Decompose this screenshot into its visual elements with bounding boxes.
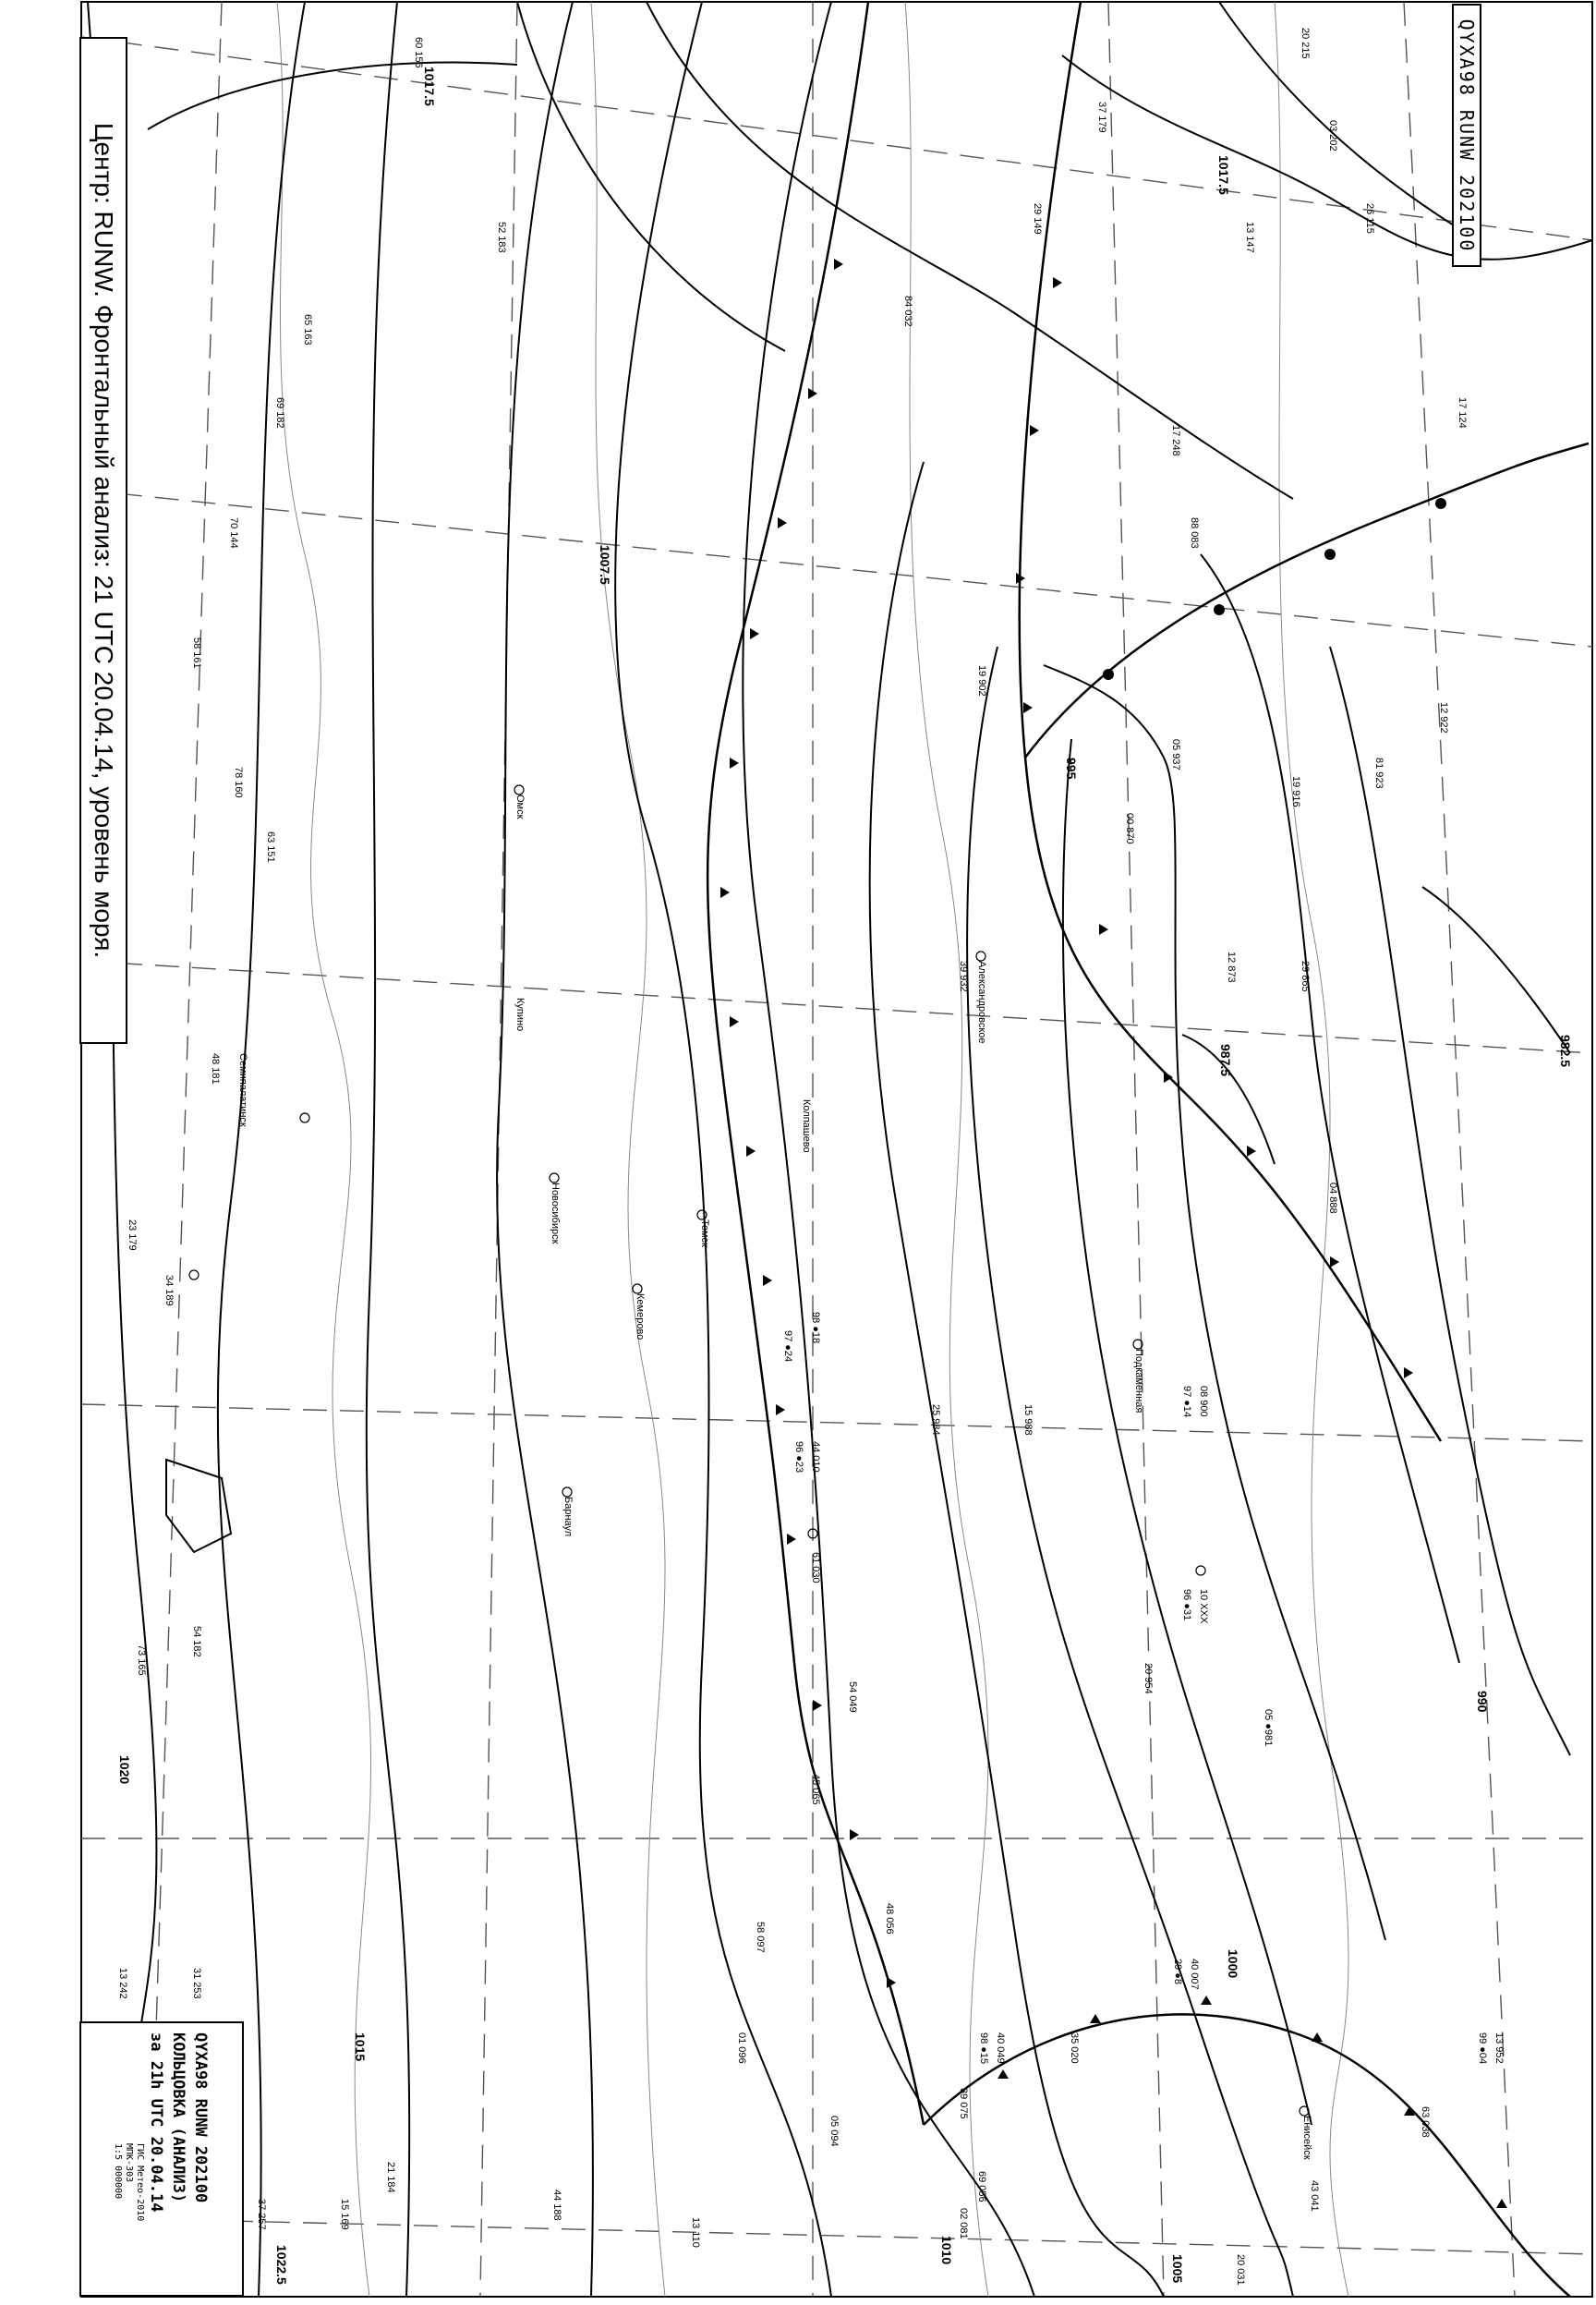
station-obs: 15 988: [1022, 1404, 1034, 1436]
isobar-north-1: [647, 2, 1293, 499]
isobar-label: 1005: [1170, 2254, 1185, 2284]
station-name: Колпашево: [801, 1099, 812, 1153]
station-obs: 84 032: [902, 296, 913, 327]
isobar-label: 995: [1064, 758, 1079, 780]
isobar-label: 1010: [939, 2236, 954, 2265]
station-obs: 37 179: [1096, 102, 1107, 133]
station-obs: 13 110: [690, 2217, 701, 2248]
station-obs: 63 038: [1420, 2106, 1431, 2138]
station-obs: 48 181: [210, 1053, 221, 1085]
isobar-label: 1007.5: [598, 545, 612, 585]
cold-front-south: [924, 2014, 1570, 2297]
station-obs: 61 030: [810, 1552, 821, 1583]
station-obs: 01 096: [736, 2032, 747, 2064]
isobar-label: 990: [1475, 1691, 1490, 1713]
isobar-north-2: [517, 2, 785, 351]
station-obs: 39 932: [958, 961, 969, 992]
station-obs: 20 215: [1300, 28, 1311, 59]
station-obs: 54 049: [847, 1681, 858, 1713]
station-obs: 52 183: [496, 222, 507, 253]
station-obs: 13 242: [117, 1968, 128, 1999]
station-name: Подкаменная: [1133, 1349, 1144, 1413]
isobars: [88, 2, 1592, 2297]
station-obs: 35 020: [1069, 2032, 1080, 2064]
station-obs: 19 902: [976, 665, 987, 697]
station-obs: 40 007: [1189, 1959, 1200, 1990]
station-obs: 69 056: [976, 2171, 987, 2202]
station-name: Барнаул: [562, 1497, 574, 1537]
station-obs: 99 ●04: [1477, 2032, 1488, 2065]
isobar-label: 1017.5: [1216, 155, 1231, 195]
legend-time: за 21h UTC 20.04.14: [147, 2032, 165, 2213]
station-obs: 58 097: [755, 1922, 766, 1953]
station-obs: 60 156: [413, 37, 424, 68]
fronts: [707, 2, 1589, 2297]
station-obs: 12 873: [1226, 952, 1237, 983]
isobar-label: 1000: [1226, 1949, 1240, 1979]
station-obs: 44 188: [551, 2190, 562, 2221]
station-name: Томск: [699, 1219, 710, 1247]
legend-box: [79, 2021, 244, 2297]
warm-front: [1025, 443, 1589, 758]
station-obs: 96 ●31: [1181, 1589, 1192, 1621]
station-name: Александровское: [976, 961, 987, 1044]
station-obs: 17 124: [1457, 397, 1468, 429]
station-dots: [189, 785, 1309, 2116]
legend-device: МПК-303: [124, 2143, 134, 2183]
station-name: Семипалатинск: [237, 1053, 248, 1127]
station-obs: 25 984: [930, 1404, 941, 1436]
station-obs: 34 189: [163, 1275, 175, 1306]
isobar-labels: [117, 67, 1573, 2285]
station-obs: 98 ●18: [810, 1312, 821, 1344]
station-obs: 70 144: [228, 517, 239, 549]
isobar-982-5: [1422, 887, 1570, 1053]
graticule: [81, 2, 1592, 2297]
station-name: Енисейск: [1301, 2116, 1312, 2160]
isobar-ne: [1219, 2, 1478, 240]
station-observations: [117, 28, 1505, 2286]
station-obs: 04 888: [1327, 1183, 1338, 1214]
legend-product: КОЛЬЦОВКА (АНАЛИЗ): [169, 2032, 187, 2203]
station-obs: 03 202: [1327, 120, 1338, 152]
isobar-label: 987.5: [1218, 1044, 1233, 1077]
station-name: Кемерово: [635, 1293, 646, 1341]
isobar-1015: [218, 2, 305, 2297]
map-border: [81, 2, 1592, 2297]
station-obs: 88 083: [1189, 517, 1200, 549]
isobar-label: 1020: [117, 1755, 132, 1785]
station-obs: 13 952: [1493, 2032, 1505, 2064]
product-code: QYXA98 RUNW 202100: [1456, 18, 1478, 252]
station-obs: 97 ●14: [1181, 1386, 1192, 1418]
station-obs: 65 163: [302, 314, 313, 346]
station-obs: 13 147: [1244, 222, 1255, 253]
station-obs: 26 115: [1364, 203, 1375, 234]
station-obs: 05 937: [1170, 739, 1181, 770]
isobar-label: 1015: [353, 2032, 368, 2062]
station-obs: 78 160: [233, 767, 244, 798]
station-name: Омск: [514, 795, 526, 819]
station-obs: 39 075: [958, 2088, 969, 2119]
isobar-1017-5-a: [148, 63, 517, 129]
station-obs: 29 ●8: [1172, 1959, 1183, 1985]
legend-software: ГИС Метео-2010: [135, 2143, 145, 2222]
station-obs: 96 ●23: [793, 1441, 804, 1474]
front-barbs: [720, 259, 1507, 2208]
product-code-box: [1452, 4, 1481, 267]
isobar-995: [1044, 665, 1385, 1940]
legend: [82, 2025, 241, 2293]
isobar-997-5: [1063, 739, 1312, 2125]
station-obs: 81 923: [1373, 758, 1384, 789]
station-obs: 00 870: [1124, 813, 1135, 844]
station-name: Купино: [514, 998, 526, 1032]
isobar-1007-5: [615, 2, 831, 2297]
station-obs: 20 031: [1235, 2254, 1246, 2286]
station-obs: 05 094: [828, 2116, 840, 2147]
station-obs: 98 ●15: [978, 2032, 989, 2065]
station-obs: 69 182: [274, 397, 285, 429]
station-obs: 48 056: [884, 1903, 895, 1935]
legend-code: QYXA98 RUNW 202100: [191, 2032, 210, 2203]
station-obs: 02 081: [958, 2208, 969, 2239]
station-obs: 29 149: [1032, 203, 1043, 235]
station-obs: 58 161: [191, 637, 202, 669]
station-obs: 97 ●24: [782, 1330, 793, 1363]
station-obs: 31 253: [191, 1968, 202, 1999]
station-obs: 21 184: [385, 2162, 396, 2193]
station-name: Новосибирск: [550, 1183, 561, 1244]
map-title: Центр: RUNW. Фронтальный анализ: 21 UTC 20.04.14, уровень моря.: [90, 122, 118, 959]
station-obs: 20 954: [1143, 1663, 1154, 1694]
isobar-1012-5: [367, 2, 409, 2297]
station-obs: 12 922: [1438, 702, 1449, 734]
station-obs: 08 900: [1198, 1386, 1209, 1417]
isobar-1002-5: [870, 462, 1164, 2297]
map-title-box: [79, 37, 127, 1044]
station-obs: 17 248: [1170, 425, 1181, 456]
station-obs: 29 865: [1300, 961, 1311, 992]
station-obs: 45 065: [810, 1774, 821, 1805]
station-obs: 54 182: [191, 1626, 202, 1657]
station-obs: 37 257: [256, 2199, 267, 2230]
isobar-label: 1017.5: [422, 67, 437, 106]
isobar-1017-5-b: [1062, 55, 1592, 260]
station-obs: 63 151: [265, 831, 276, 863]
legend-scale: 1:5 000000: [113, 2143, 123, 2200]
isobar-label: 1022.5: [274, 2245, 289, 2285]
isobar-990: [1330, 647, 1570, 1755]
station-obs: 43 041: [1309, 2180, 1320, 2212]
station-obs: 15 169: [339, 2199, 350, 2230]
station-obs: 73 165: [136, 1644, 147, 1676]
station-obs: 40 049: [995, 2032, 1006, 2064]
cold-front-main: [707, 2, 924, 2125]
station-obs: 05 ●981: [1263, 1709, 1274, 1747]
station-obs: 10 XXX: [1198, 1589, 1209, 1624]
isobar-label: 982.5: [1558, 1035, 1573, 1068]
station-obs: 44 010: [810, 1441, 821, 1473]
station-obs: 19 916: [1290, 776, 1301, 807]
station-obs: 23 179: [127, 1219, 138, 1251]
